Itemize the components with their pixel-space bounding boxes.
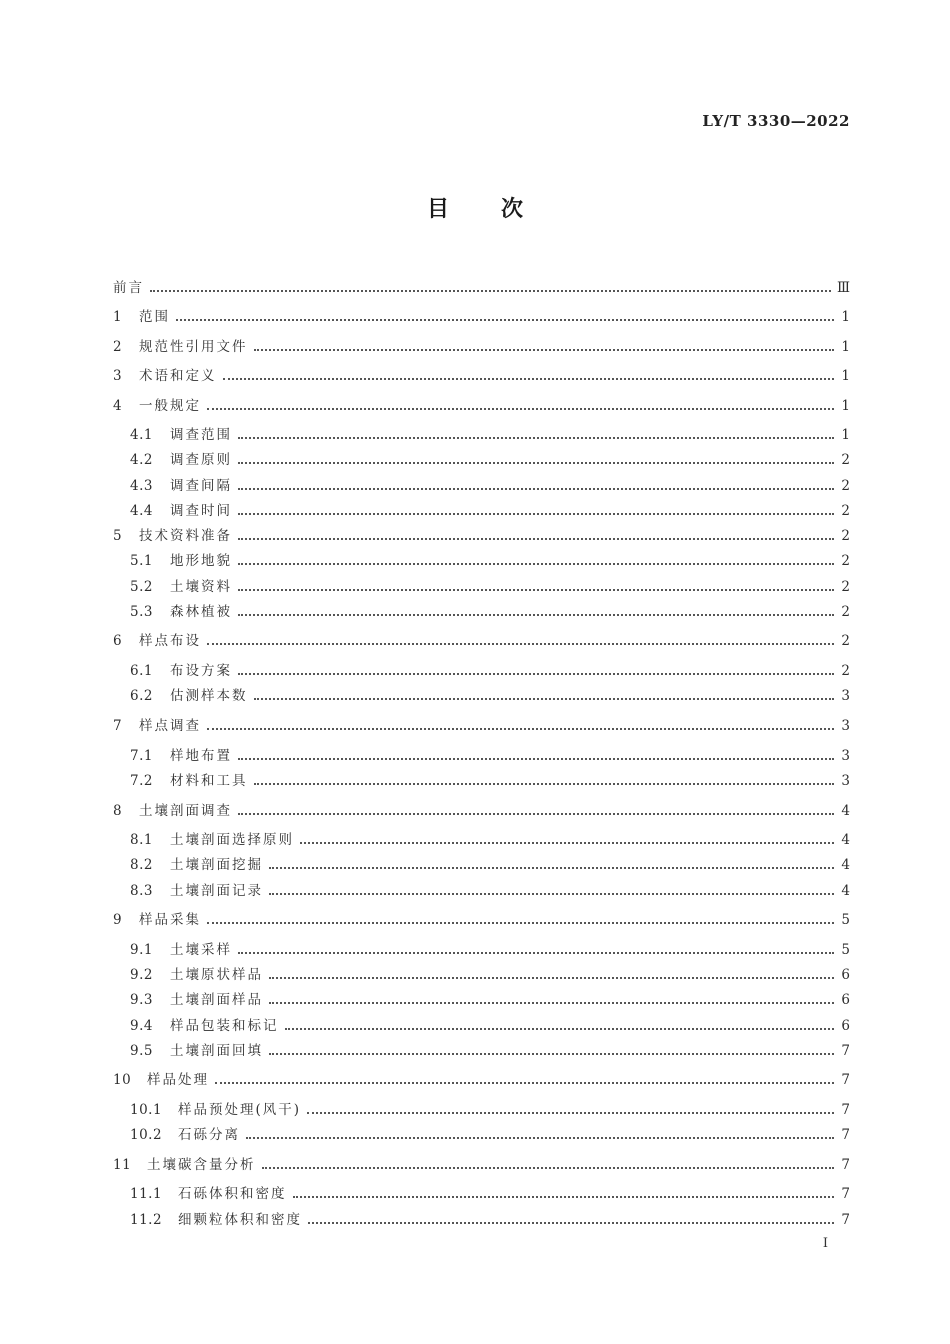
toc-entry-title: 土壤原状样品 [170, 967, 263, 983]
toc-entry-page: 7 [841, 1072, 850, 1088]
toc-dot-leader [269, 866, 834, 869]
toc-dot-leader [238, 436, 834, 439]
toc-entry-number: 8.2 [130, 857, 153, 873]
toc-entry-number: 5.1 [130, 553, 153, 569]
toc-entry-page: 7 [841, 1102, 850, 1118]
toc-entry-title: 土壤资料 [170, 579, 232, 595]
toc-entry-title: 样点调查 [139, 718, 201, 734]
toc-entry-page: 6 [841, 967, 850, 983]
toc-entry-page: 4 [841, 803, 850, 819]
toc-entry-title: 土壤剖面记录 [170, 883, 263, 899]
toc-dot-leader [207, 921, 834, 924]
toc-entry-number: 4 [113, 398, 123, 414]
toc-entry-page: 3 [841, 718, 850, 734]
toc-entry-number: 6.1 [130, 663, 153, 679]
toc-dot-leader [238, 487, 834, 490]
toc-entry[interactable] [130, 1184, 850, 1204]
toc-entry[interactable] [130, 686, 850, 706]
toc-dot-leader [238, 562, 834, 565]
toc-dot-leader [207, 727, 834, 730]
page-number: I [822, 1236, 828, 1251]
toc-entry[interactable] [130, 602, 850, 622]
toc-entry-title: 石砾体积和密度 [178, 1186, 287, 1202]
toc-dot-leader [238, 537, 834, 540]
toc-dot-leader [308, 1221, 834, 1224]
toc-entry-title: 术语和定义 [139, 368, 217, 384]
toc-dot-leader [269, 976, 834, 979]
toc-entry[interactable] [130, 1016, 850, 1036]
toc-entry-number: 7 [113, 718, 123, 734]
toc-entry[interactable] [113, 716, 850, 736]
toc-dot-leader [150, 289, 831, 292]
toc-dot-leader [238, 588, 834, 591]
toc-entry-title: 调查间隔 [170, 478, 232, 494]
toc-entry-title: 样品包装和标记 [170, 1018, 279, 1034]
toc-entry[interactable] [113, 307, 850, 327]
toc-entry-title: 一般规定 [139, 398, 201, 414]
toc-entry-number: 4.1 [130, 427, 153, 443]
toc-entry-number: 9 [113, 912, 123, 928]
toc-dot-leader [238, 512, 834, 515]
toc-entry-page: 7 [841, 1186, 850, 1202]
toc-dot-leader [307, 1111, 834, 1114]
toc-entry-page: 7 [841, 1043, 850, 1059]
toc-entry[interactable] [130, 450, 850, 470]
toc-entry-page: 3 [841, 748, 850, 764]
toc-entry-page: 1 [841, 398, 850, 414]
toc-entry-number: 6.2 [130, 688, 153, 704]
toc-entry-page: 2 [841, 478, 850, 494]
toc-entry-number: 7.1 [130, 748, 153, 764]
toc-entry-title: 范围 [139, 309, 170, 325]
toc-entry-number: 5.3 [130, 604, 153, 620]
toc-entry-page: 1 [841, 309, 850, 325]
toc-dot-leader [223, 377, 835, 380]
toc-dot-leader [207, 642, 834, 645]
toc-dot-leader [238, 812, 834, 815]
toc-entry-title: 样点布设 [139, 633, 201, 649]
toc-entry-page: 2 [841, 604, 850, 620]
toc-entry-page: 1 [841, 339, 850, 355]
toc-entry[interactable] [130, 771, 850, 791]
toc-entry-number: 8.3 [130, 883, 153, 899]
toc-entry-page: 7 [841, 1212, 850, 1228]
toc-dot-leader [238, 461, 834, 464]
toc-entry-number: 2 [113, 339, 123, 355]
toc-entry-title: 样品处理 [147, 1072, 209, 1088]
toc-entry[interactable] [113, 526, 850, 546]
toc-entry[interactable] [130, 577, 850, 597]
toc-entry-page: 7 [841, 1157, 850, 1173]
toc-dot-leader [238, 951, 834, 954]
toc-entry-title: 土壤剖面挖掘 [170, 857, 263, 873]
toc-entry-page: 4 [841, 832, 850, 848]
toc-entry-title: 样品预处理(风干) [178, 1102, 302, 1118]
toc-entry[interactable] [130, 965, 850, 985]
toc-entry-number: 11 [113, 1157, 132, 1173]
toc-entry[interactable] [130, 881, 850, 901]
toc-dot-leader [269, 1052, 834, 1055]
toc-entry-number: 3 [113, 368, 123, 384]
toc-entry-page: 3 [841, 773, 850, 789]
toc-entry-number: 11.1 [130, 1186, 163, 1202]
toc-entry-title: 规范性引用文件 [139, 339, 248, 355]
toc-entry-title: 调查范围 [170, 427, 232, 443]
toc-entry[interactable] [130, 551, 850, 571]
toc-entry-title: 样地布置 [170, 748, 232, 764]
toc-entry[interactable] [130, 476, 850, 496]
toc-entry-title: 布设方案 [170, 663, 232, 679]
toc-dot-leader [176, 318, 834, 321]
toc-entry[interactable] [113, 801, 850, 821]
toc-entry-number: 9.4 [130, 1018, 153, 1034]
toc-entry-page: 4 [841, 883, 850, 899]
toc-dot-leader [262, 1166, 835, 1169]
toc-entry[interactable] [130, 1041, 850, 1061]
toc-entry-page: 3 [841, 688, 850, 704]
toc-entry[interactable] [113, 396, 850, 416]
toc-entry-title: 估测样本数 [170, 688, 248, 704]
toc-title: 目次 [426, 197, 575, 222]
toc-entry-title: 细颗粒体积和密度 [178, 1212, 302, 1228]
toc-entry[interactable] [113, 1070, 850, 1090]
toc-dot-leader [215, 1081, 834, 1084]
toc-dot-leader [269, 892, 834, 895]
toc-entry-page: 5 [841, 942, 850, 958]
toc-entry[interactable] [130, 830, 850, 850]
toc-entry-page: 2 [841, 528, 850, 544]
toc-entry-number: 9.1 [130, 942, 153, 958]
toc-entry[interactable] [130, 746, 850, 766]
toc-entry-page: 1 [841, 427, 850, 443]
toc-entry[interactable] [130, 940, 850, 960]
toc-entry[interactable] [130, 661, 850, 681]
toc-entry-title: 土壤剖面回填 [170, 1043, 263, 1059]
toc-entry-title: 地形地貌 [170, 553, 232, 569]
toc-entry-number: 9.2 [130, 967, 153, 983]
toc-entry-number: 7.2 [130, 773, 153, 789]
toc-entry-number: 9.3 [130, 992, 153, 1008]
toc-dot-leader [254, 782, 835, 785]
standard-number: LY/T 3330—2022 [702, 112, 850, 130]
toc-entry-number: 8.1 [130, 832, 153, 848]
toc-entry-number: 6 [113, 633, 123, 649]
toc-entry[interactable] [130, 1100, 850, 1120]
toc-entry[interactable] [113, 1155, 850, 1175]
toc-entry-number: 5.2 [130, 579, 153, 595]
toc-entry-number: 4.3 [130, 478, 153, 494]
toc-entry[interactable] [113, 910, 850, 930]
toc-entry[interactable] [113, 631, 850, 651]
toc-entry-title: 森林植被 [170, 604, 232, 620]
toc-entry-number: 10 [113, 1072, 132, 1088]
toc-entry[interactable] [113, 366, 850, 386]
toc-entry-page: 5 [841, 912, 850, 928]
toc-entry-page: 2 [841, 452, 850, 468]
toc-entry-page: Ⅲ [836, 280, 850, 296]
toc-entry-page: 2 [841, 503, 850, 519]
toc-entry-title: 前言 [113, 280, 144, 296]
toc-entry-title: 石砾分离 [178, 1127, 240, 1143]
toc-entry[interactable] [130, 1125, 850, 1145]
toc-dot-leader [293, 1195, 835, 1198]
toc-entry-title: 土壤剖面样品 [170, 992, 263, 1008]
toc-dot-leader [254, 697, 835, 700]
toc-entry-title: 土壤碳含量分析 [147, 1157, 256, 1173]
toc-entry-number: 8 [113, 803, 123, 819]
toc-entry-title: 调查时间 [170, 503, 232, 519]
toc-entry[interactable] [113, 278, 850, 298]
toc-entry-number: 5 [113, 528, 123, 544]
toc-entry-number: 10.2 [130, 1127, 163, 1143]
toc-entry-page: 6 [841, 992, 850, 1008]
toc-entry-number: 11.2 [130, 1212, 163, 1228]
toc-entry-title: 土壤采样 [170, 942, 232, 958]
toc-entry[interactable] [130, 425, 850, 445]
toc-entry-number: 4.4 [130, 503, 153, 519]
toc-dot-leader [238, 757, 834, 760]
toc-entry-number: 10.1 [130, 1102, 163, 1118]
toc-dot-leader [246, 1136, 834, 1139]
toc-entry-title: 技术资料准备 [139, 528, 232, 544]
toc-entry-page: 2 [841, 579, 850, 595]
toc-entry-number: 9.5 [130, 1043, 153, 1059]
toc-entry-number: 4.2 [130, 452, 153, 468]
toc-dot-leader [254, 348, 835, 351]
toc-entry-page: 2 [841, 663, 850, 679]
toc-dot-leader [285, 1027, 835, 1030]
toc-entry[interactable] [130, 1210, 850, 1230]
toc-entry-page: 2 [841, 553, 850, 569]
toc-entry-number: 1 [113, 309, 123, 325]
toc-dot-leader [238, 672, 834, 675]
toc-dot-leader [207, 407, 834, 410]
toc-entry[interactable] [130, 501, 850, 521]
toc-entry-title: 调查原则 [170, 452, 232, 468]
toc-entry-title: 样品采集 [139, 912, 201, 928]
toc-entry-page: 2 [841, 633, 850, 649]
toc-entry[interactable] [130, 990, 850, 1010]
toc-entry-page: 7 [841, 1127, 850, 1143]
toc-entry-title: 土壤剖面选择原则 [170, 832, 294, 848]
toc-entry[interactable] [130, 855, 850, 875]
toc-entry-page: 6 [841, 1018, 850, 1034]
toc-entry-title: 材料和工具 [170, 773, 248, 789]
toc-dot-leader [269, 1001, 834, 1004]
toc-dot-leader [300, 841, 834, 844]
toc-entry-page: 1 [841, 368, 850, 384]
toc-entry-title: 土壤剖面调查 [139, 803, 232, 819]
toc-dot-leader [238, 613, 834, 616]
toc-entry[interactable] [113, 337, 850, 357]
toc-entry-page: 4 [841, 857, 850, 873]
